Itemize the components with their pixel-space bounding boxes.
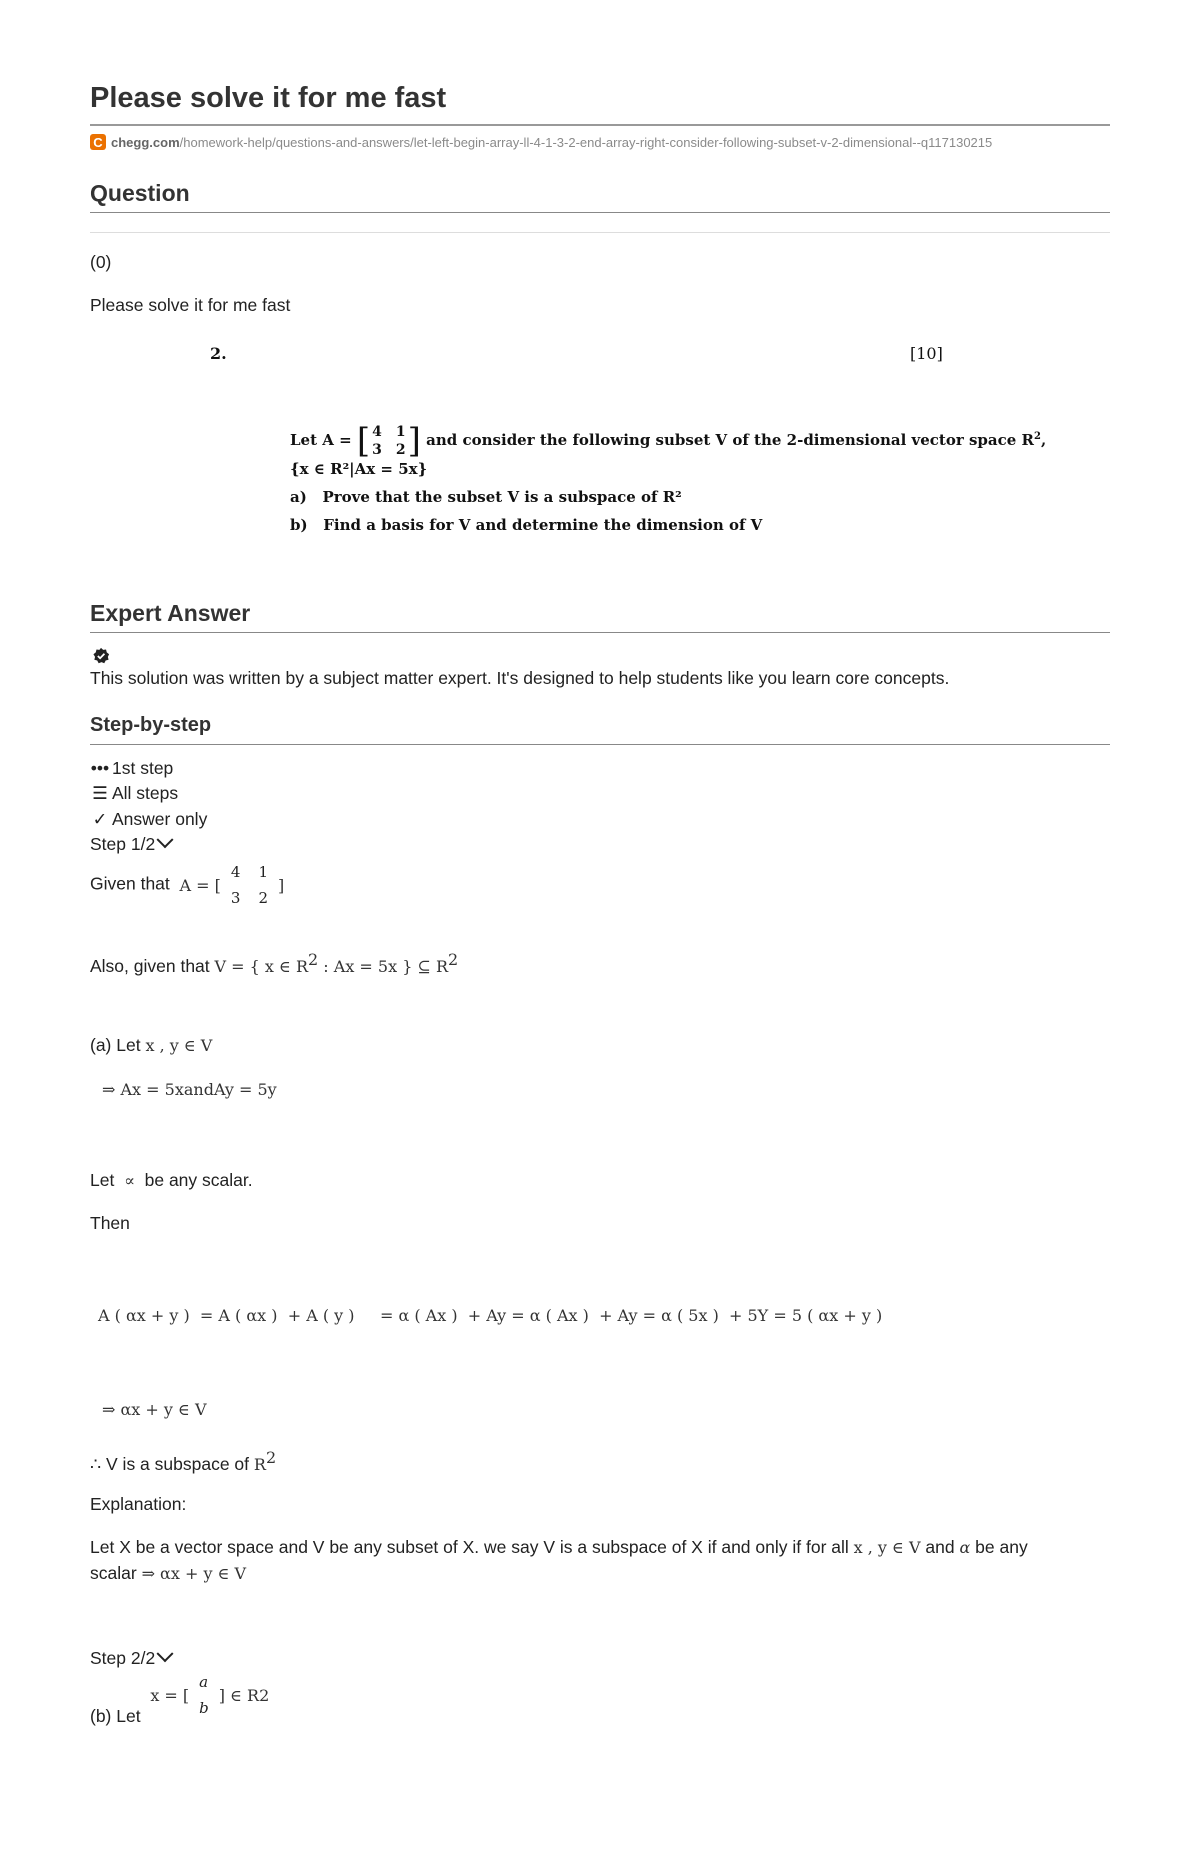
question-number: 2. — [210, 344, 227, 363]
then-line: Then — [90, 1213, 130, 1233]
let-alpha-line: Let ∝ be any scalar. — [90, 1170, 253, 1190]
let-a-label: Let A = — [290, 431, 352, 449]
option-answer-only[interactable]: ✓ Answer only — [90, 809, 207, 830]
verified-badge-icon — [92, 647, 110, 665]
question-line-1: Let A = [ 4 1 3 2 ] and consider the following subset V of the 2-dimensional vector space $R^2$, — [290, 421, 1047, 461]
chevron-down-icon — [157, 1645, 174, 1662]
question-divider — [90, 212, 1110, 213]
explanation-label: Explanation: — [90, 1494, 187, 1514]
matrix-cell: 4 — [372, 424, 382, 440]
matrix-a: [ 4 1 3 2 ] — [356, 421, 421, 461]
explanation-line-2: scalar ⇒ αx + y ∈ V — [90, 1563, 247, 1583]
step-by-step-heading: Step-by-step — [90, 714, 212, 736]
explanation-line-1: Let X be a vector space and V be any subset of X. we say V is a subspace of X if and only if for all x , y ∈ V and α be any — [90, 1537, 1028, 1557]
step-2-toggle[interactable]: Step 2/2 — [90, 1648, 171, 1669]
subset-description: and consider the following subset V of the 2-dimensional vector space R — [426, 431, 1034, 449]
expert-answer-heading: Expert Answer — [90, 600, 251, 626]
question-count: (0) — [90, 252, 112, 272]
given-a-line: Given that A = [ 4 1 3 2 ] — [90, 863, 285, 907]
part-b-line: (b) Let x = [ a b ] ∈ R 2 — [90, 1673, 270, 1726]
implies-ax-line: ⇒ Ax = 5xandAy = 5y — [102, 1080, 277, 1099]
option-first-step[interactable]: ••• 1st step — [90, 758, 174, 778]
expert-note: This solution was written by a subject matter expert. It's designed to help students like you learn core concepts. — [90, 668, 950, 688]
question-subdivider — [90, 232, 1110, 233]
question-marks: [10] — [910, 344, 943, 363]
chevron-down-icon — [157, 831, 174, 848]
source-link[interactable] — [90, 134, 992, 150]
option-all-steps[interactable]: ☰ All steps — [90, 783, 178, 804]
source-path: /homework-help/questions-and-answers/let-left-begin-array-ll-4-1-3-2-end-array-right-consider-following-subset-v-2-dimensional--q117130215 — [179, 134, 993, 150]
step-by-step-divider — [90, 744, 1110, 745]
implies-closure-line: ⇒ αx + y ∈ V — [102, 1400, 207, 1419]
matrix-cell: 1 — [395, 424, 406, 440]
question-line-2: {x ∈ R²|Ax = 5x} — [290, 460, 428, 478]
dots-icon: ••• — [90, 758, 110, 778]
matrix-cell: 3 — [372, 442, 382, 458]
expert-answer-divider — [90, 632, 1110, 633]
therefore-line: ∴ V is a subspace of $R^2$ — [90, 1448, 277, 1474]
question-text: Please solve it for me fast — [90, 295, 291, 315]
given-matrix: A = [ 4 1 3 2 ] — [179, 863, 285, 907]
chegg-logo-icon: C — [90, 134, 106, 150]
source-domain: chegg.com — [111, 134, 180, 150]
part-a-line: (a) Let x , y ∈ V — [90, 1035, 213, 1055]
page-title: Please solve it for me fast — [90, 82, 447, 114]
checkmark-icon: ✓ — [92, 809, 108, 829]
question-image — [210, 336, 1050, 566]
question-heading: Question — [90, 180, 190, 206]
linearity-equation: A ( αx + y ) = A ( αx ) + A ( y ) = α ( Ax ) + Ay = α ( Ax ) + Ay = α ( 5x ) + 5Y = 5 ( αx + y ) — [98, 1306, 883, 1325]
given-v-line: Also, given that V = { x ∈ $R^2$ : Ax = 5x } ⊆ $R^2$ — [90, 950, 459, 976]
question-part-a: a) Prove that the subset V is a subspace of R² — [290, 488, 682, 506]
matrix-cell: 2 — [395, 442, 406, 458]
title-divider — [90, 124, 1110, 126]
vector-x: x = [ a b ] ∈ R 2 — [150, 1673, 270, 1717]
question-part-b: b) Find a basis for V and determine the dimension of V — [290, 516, 763, 534]
list-icon: ☰ — [92, 783, 108, 803]
step-1-toggle[interactable]: Step 1/2 — [90, 834, 171, 855]
